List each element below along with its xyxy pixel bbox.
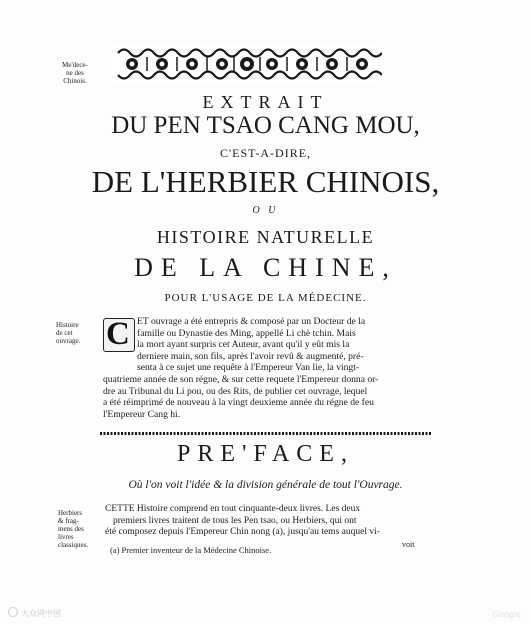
- margin-note-line: mens des: [58, 525, 84, 533]
- title-usage: POUR L'USAGE DE LA MÉDECINE.: [164, 292, 367, 304]
- margin-note-line: Histoire: [56, 321, 79, 329]
- margin-note-line: ouvrage.: [56, 337, 81, 345]
- title-chine: DE LA CHINE,: [134, 253, 397, 282]
- preface-line: CETTE Histoire comprend en tout cinquante-deux livres. Les deux: [105, 504, 361, 514]
- margin-note-line: de cet: [56, 329, 73, 337]
- watermark-left: [8, 607, 61, 619]
- intro-paragraph: [137, 316, 365, 374]
- title-extrait: EXTRAIT: [202, 92, 329, 112]
- title-pen-tsao: DU PEN TSAO CANG MOU,: [111, 112, 420, 139]
- title-herbier: DE L'HERBIER CHINOIS,: [91, 164, 440, 199]
- intro-line: derniere main, son fils, après l'avoir revû & augmenté, pré-: [137, 350, 364, 362]
- ornamental-rule: [100, 432, 432, 435]
- camera-icon: [8, 607, 18, 617]
- margin-note-line: Chinois.: [63, 77, 87, 85]
- preface-catchword: voit: [402, 540, 415, 549]
- preface-paragraph: [105, 504, 380, 539]
- margin-note-bottom: [58, 509, 88, 549]
- head-ornament: [112, 45, 382, 83]
- margin-note-top: [52, 61, 98, 85]
- preface-heading: PRE'FACE,: [177, 441, 354, 467]
- margin-note-line: classiques.: [58, 541, 89, 549]
- title-histoire: HISTOIRE NATURELLE: [156, 227, 375, 247]
- drop-cap: [103, 318, 135, 352]
- preface-line: premiers livres traitent de tous les Pen tsao, ou Herbiers, qui ont: [113, 515, 357, 526]
- intro-line: quatrieme année de son régne, & sur cette requete l'Empereur donna or-: [103, 374, 379, 385]
- margin-note-middle: [56, 321, 80, 345]
- drop-cap-letter: C: [106, 316, 130, 352]
- margin-note-line: Me'dece-: [62, 61, 88, 69]
- intro-line: famille ou Dynastie des Ming, appellé Li chè tchin. Mais: [137, 327, 356, 339]
- watermark-right: Google: [492, 610, 521, 619]
- margin-note-line: ne des: [66, 69, 84, 77]
- footnote: (a) Premier inventeur de la Médecine Chinoise.: [110, 545, 272, 555]
- margin-note-line: livres: [58, 533, 74, 541]
- intro-line: l'Empereur Cang hi.: [103, 408, 181, 420]
- intro-line: dre au Tribunal du Li pou, ou des Rits, de publier cet ouvrage, lequel: [103, 385, 368, 397]
- intro-line: ET ouvrage a été entrepris & composé par un Docteur de la: [137, 316, 366, 327]
- title-c-est-a-dire: C'EST-A-DIRE,: [219, 146, 312, 160]
- intro-paragraph-cont: [103, 374, 378, 420]
- intro-line: la mort ayant surpris cet Auteur, avant qu'il y eût mis la: [137, 339, 350, 351]
- margin-note-line: & frag-: [58, 517, 79, 525]
- margin-note-line: Herbiers: [58, 509, 83, 517]
- intro-line: a été réimprimé de nouveau à la vingt deuxieme année du régne de feu: [103, 397, 374, 409]
- preface-subtitle: Où l'on voit l'idée & la division générale de tout l'Ouvrage.: [128, 479, 403, 491]
- preface-line: été composez depuis l'Empereur Chin nong (a), jusqu'au tems auquel vi-: [105, 527, 380, 538]
- intro-line: senta à ce sujet une requête à l'Empereur Van lie, la vingt-: [137, 362, 360, 374]
- watermark-left-text: 大众网中国: [21, 609, 61, 618]
- title-ou: O U: [252, 205, 279, 216]
